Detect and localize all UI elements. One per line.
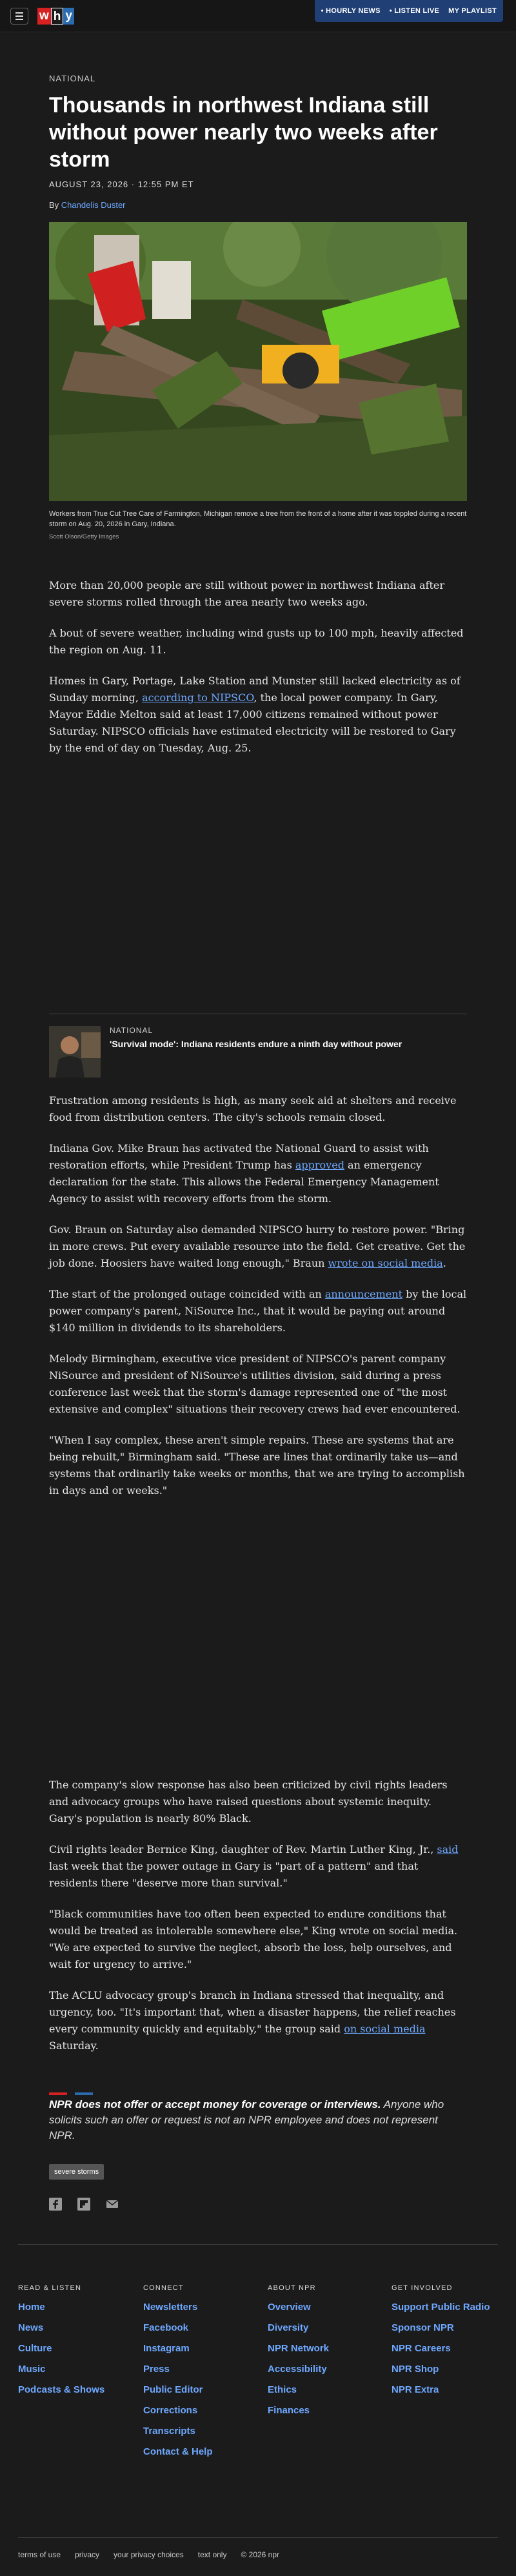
- social-media-link[interactable]: wrote on social media: [328, 1257, 443, 1269]
- footer-link[interactable]: Support Public Radio: [392, 2302, 490, 2313]
- article-date: AUGUST 23, 2026 · 12:55 PM ET: [49, 179, 194, 189]
- top-navigation-bar: [0, 0, 516, 32]
- my-playlist-link[interactable]: MY PLAYLIST: [448, 7, 497, 15]
- disclaimer-bold: NPR does not offer or accept money for coverage or interviews.: [49, 2098, 381, 2111]
- footer-bottom-divider: [18, 2537, 498, 2538]
- footer-link[interactable]: Finances: [268, 2405, 310, 2416]
- paragraph: The ACLU advocacy group's branch in Indiana stressed that inequality, and urgency, too. "It's important that, when a disaster happens, the relief reaches every community quickly and equitably," the group said on social media Saturday.: [49, 1989, 456, 2052]
- footer-heading: ABOUT NPR: [268, 2284, 316, 2292]
- paragraph: Civil rights leader Bernice King, daughter of Rev. Martin Luther King, Jr., said last week that the power outage in Gary is "part of a pattern" and that residents there "deserve more than survival.": [49, 1843, 459, 1889]
- footer-link[interactable]: Instagram: [143, 2343, 190, 2354]
- top-links-bar: [315, 0, 503, 22]
- footer-column-about: [268, 2284, 384, 2425]
- hamburger-icon: [15, 12, 23, 14]
- footer-link[interactable]: Ethics: [268, 2384, 297, 2395]
- hourly-news-link[interactable]: • HOURLY NEWS: [321, 7, 381, 15]
- footer-column-get-involved: [392, 2284, 495, 2404]
- email-icon[interactable]: [106, 2198, 119, 2211]
- aclu-social-link[interactable]: on social media: [344, 2023, 426, 2035]
- paragraph: Indiana Gov. Mike Braun has activated the National Guard to assist with restoration efforts, while President Trump has approved an emergency declaration for the state. This allows the Federal Emergency Management Agency to assist with recovery efforts from the storm.: [49, 1142, 439, 1205]
- footer-link[interactable]: Transcripts: [143, 2426, 195, 2437]
- photo-caption: Workers from True Cut Tree Care of Farmington, Michigan remove a tree from the front of a home after it was toppled during a recent storm on Aug. 20, 2026 in Gary, Indiana.: [49, 510, 467, 528]
- footer-link[interactable]: Corrections: [143, 2405, 198, 2416]
- related-section-label[interactable]: NATIONAL: [110, 1026, 154, 1035]
- footer-link[interactable]: Diversity: [268, 2322, 309, 2333]
- disclaimer-text: Anyone who solicits such an offer or request is not an NPR employee and does not represent NPR.: [49, 2098, 444, 2142]
- footer-link[interactable]: Facebook: [143, 2322, 189, 2333]
- announcement-link[interactable]: announcement: [324, 1288, 403, 1300]
- footer-link[interactable]: Press: [143, 2364, 170, 2375]
- footer-divider: [18, 2244, 498, 2245]
- footer-link[interactable]: NPR Extra: [392, 2384, 439, 2395]
- tree-removal-photo: [49, 222, 467, 501]
- terms-link[interactable]: terms of use: [18, 2550, 61, 2559]
- paragraph: The start of the prolonged outage coincided with an announcement by the local power company's parent, NiSource Inc., that it would be paying out around $140 million in dividends to its shareholders.: [49, 1288, 467, 1334]
- paragraph: Melody Birmingham, executive vice president of NIPSCO's parent company NiSource and president of NiSource's utilities division, said during a press conference last week that the storm's damage represented one of "the most extensive and complex" situations their recovery crews had ever encountered.: [49, 1353, 461, 1415]
- footer-column-connect: [143, 2284, 259, 2466]
- logo-letter-h: h: [51, 8, 64, 25]
- approved-link[interactable]: approved: [295, 1159, 344, 1171]
- related-title[interactable]: 'Survival mode': Indiana residents endure a ninth day without power: [110, 1039, 402, 1049]
- footer-link[interactable]: NPR Network: [268, 2343, 330, 2354]
- byline-prefix: By: [49, 200, 59, 210]
- station-logo[interactable]: [37, 8, 74, 25]
- text-only-link[interactable]: text only: [197, 2550, 227, 2559]
- tag-severe-storms[interactable]: severe storms: [49, 2164, 104, 2180]
- footer-link[interactable]: Podcasts & Shows: [18, 2384, 105, 2395]
- footer-link[interactable]: News: [18, 2322, 44, 2333]
- footer-heading: CONNECT: [143, 2284, 184, 2292]
- footer-link[interactable]: Culture: [18, 2343, 52, 2354]
- lead-photo: [49, 222, 467, 501]
- footer-bottom-links: [18, 2550, 279, 2559]
- article-body-part3: [49, 1777, 467, 2069]
- paragraph: Gov. Braun on Saturday also demanded NIPSCO hurry to restore power. "Bring in more crews. Put every available resource into the field. Get creative. Get the job done. Hoosiers have waited long enough," Braun wrote on social media.: [49, 1223, 466, 1269]
- menu-button[interactable]: [10, 8, 28, 25]
- footer-link[interactable]: Overview: [268, 2302, 311, 2313]
- logo-letter-w: w: [37, 8, 51, 25]
- paragraph: "Black communities have too often been expected to endure conditions that would be treated as intolerable somewhere else," King wrote on social media. "We are expected to survive the neglect, absorb the loss, help ourselves, and wait for urgency to arrive.": [49, 1908, 458, 1970]
- paragraph: More than 20,000 people are still without power in northwest Indiana after severe storms rolled through the area nearly two weeks ago.: [49, 579, 444, 608]
- listen-live-link[interactable]: • LISTEN LIVE: [389, 7, 440, 15]
- footer-link[interactable]: Public Editor: [143, 2384, 203, 2395]
- footer-link[interactable]: Sponsor NPR: [392, 2322, 454, 2333]
- article-body-part2: [49, 1092, 467, 1513]
- related-image: [49, 1026, 101, 1078]
- footer-link[interactable]: NPR Careers: [392, 2343, 451, 2354]
- paragraph: A bout of severe weather, including wind gusts up to 100 mph, heavily affected the region on Aug. 11.: [49, 627, 464, 656]
- footer-link[interactable]: Music: [18, 2364, 46, 2375]
- related-thumbnail[interactable]: [49, 1026, 101, 1078]
- paragraph: The company's slow response has also been criticized by civil rights leaders and advocacy groups who have raised questions about systemic inequity. Gary's population is nearly 80% Black.: [49, 1779, 448, 1825]
- byline: [49, 200, 467, 210]
- logo-letter-y: y: [63, 8, 74, 25]
- privacy-choices-link[interactable]: your privacy choices: [114, 2550, 184, 2559]
- footer-link[interactable]: NPR Shop: [392, 2364, 439, 2375]
- facebook-icon[interactable]: [49, 2198, 62, 2211]
- article-body-part1: [49, 577, 467, 771]
- disclaimer: [49, 2097, 467, 2143]
- nipsco-link[interactable]: according to NIPSCO: [142, 691, 254, 704]
- footer-heading: GET INVOLVED: [392, 2284, 453, 2292]
- article-title: Thousands in northwest Indiana still without power nearly two weeks after storm: [49, 93, 438, 172]
- share-tools: [49, 2198, 467, 2211]
- flipboard-icon[interactable]: [77, 2198, 90, 2211]
- footer-link[interactable]: Accessibility: [268, 2364, 327, 2375]
- paragraph: Homes in Gary, Portage, Lake Station and Munster still lacked electricity as of Sunday morning, according to NIPSCO, the local power company. In Gary, Mayor Eddie Melton said at least 17,000 citizens remained without power Saturday. NIPSCO officials have estimated electricity will be restored to Gary by the end of day on Tuesday, Aug. 25.: [49, 675, 461, 754]
- related-story[interactable]: [49, 1014, 467, 1078]
- photo-credit: Scott Olson/Getty Images: [49, 533, 119, 540]
- paragraph: Frustration among residents is high, as many seek aid at shelters and receive food from distribution centers. The city's schools remain closed.: [49, 1094, 457, 1123]
- footer-link[interactable]: Home: [18, 2302, 45, 2313]
- footer-link[interactable]: Newsletters: [143, 2302, 198, 2313]
- footer-column-read-listen: [18, 2284, 134, 2404]
- footer-link[interactable]: Contact & Help: [143, 2446, 213, 2457]
- section-label[interactable]: NATIONAL: [49, 74, 96, 83]
- copyright: © 2026 npr: [241, 2550, 280, 2559]
- footer-heading: READ & LISTEN: [18, 2284, 82, 2292]
- said-link[interactable]: said: [437, 1843, 459, 1855]
- paragraph: "When I say complex, these aren't simple repairs. These are systems that are being rebuilt," Birmingham said. "These are lines that ordinarily take us—and systems that ordinarily take weeks or months, that we are trying to accomplish in days and or weeks.": [49, 1434, 465, 1497]
- author-link[interactable]: Chandelis Duster: [61, 200, 126, 210]
- privacy-link[interactable]: privacy: [75, 2550, 100, 2559]
